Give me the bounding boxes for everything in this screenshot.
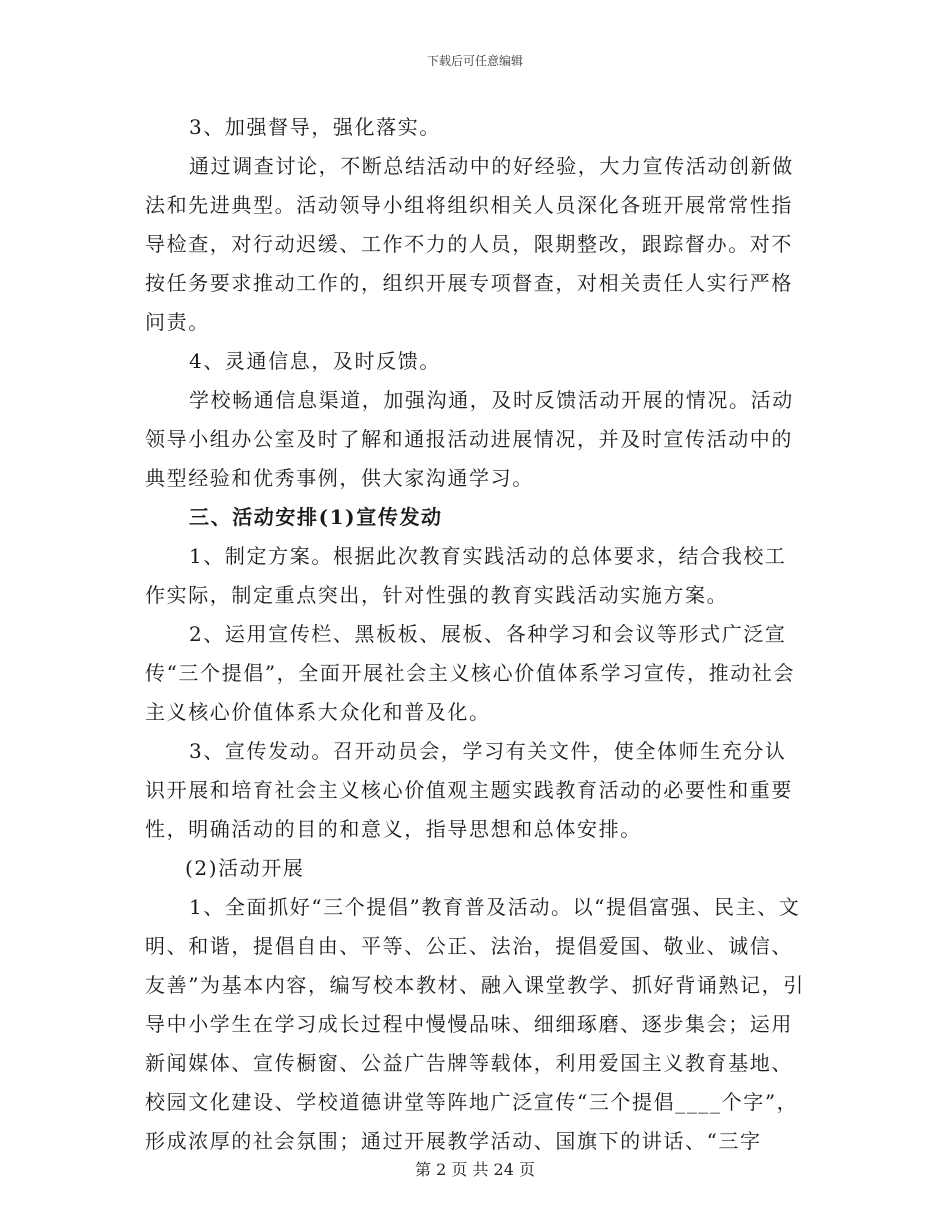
page-footer: 第 2 页 共 24 页 <box>415 1160 535 1179</box>
section-heading: 4、灵通信息，及时反馈。 <box>189 349 441 373</box>
paragraph: 学校畅通信息渠道，加强沟通，及时反馈活动开展的情况。活动领导小组办公室及时了解和通报活动进展情况，并及时宣传活动中的典型经验和优秀事例，供大家沟通学习。 <box>145 388 794 490</box>
document-body <box>145 108 807 1161</box>
paragraph: 1、制定方案。根据此次教育实践活动的总体要求，结合我校工作实际，制定重点突出，针对性强的教育实践活动实施方案。 <box>145 544 787 607</box>
page-header: 下载后可任意编辑 <box>426 54 523 68</box>
paragraph: 通过调查讨论，不断总结活动中的好经验，大力宣传活动创新做法和先进典型。活动领导小组将组织相关人员深化各班开展常常性指导检查，对行动迟缓、工作不力的人员，限期整改，跟踪督办。对不按任务要求推动工作的，组织开展专项督查，对相关责任人实行严格问责。 <box>145 154 794 334</box>
paragraph: 1、全面抓好“三个提倡”教育普及活动。以“提倡富强、民主、文明、和谐，提倡自由、平等、公正、法治，提倡爱国、敬业、诚信、友善”为基本内容，编写校本教材、融入课堂教学、抓好背诵熟记，引导中小学生在学习成长过程中慢慢品味、细细琢磨、逐步集会；运用新闻媒体、宣传橱窗、公益广告牌等载体，利用爱国主义教育基地、校园文化建设、学校道德讲堂等阵地广泛宣传“三个提倡____个字”，形成浓厚的社会氛围；通过开展教学活动、国旗下的讲话、“三字 <box>145 895 805 1153</box>
paragraph: 2、运用宣传栏、黑板板、展板、各种学习和会议等形式广泛宣传“三个提倡”，全面开展社会主义核心价值体系学习宣传，推动社会主义核心价值体系大众化和普及化。 <box>145 622 796 724</box>
paragraph: 3、宣传发动。召开动员会，学习有关文件，使全体师生充分认识开展和培育社会主义核心价值观主题实践教育活动的必要性和重要性，明确活动的目的和意义，指导思想和总体安排。 <box>145 739 793 841</box>
section-heading: 3、加强督导，强化落实。 <box>189 115 441 139</box>
subsection-heading: (2)活动开展 <box>185 856 305 880</box>
chapter-heading: 三、活动安排(1)宣传发动 <box>189 505 443 529</box>
